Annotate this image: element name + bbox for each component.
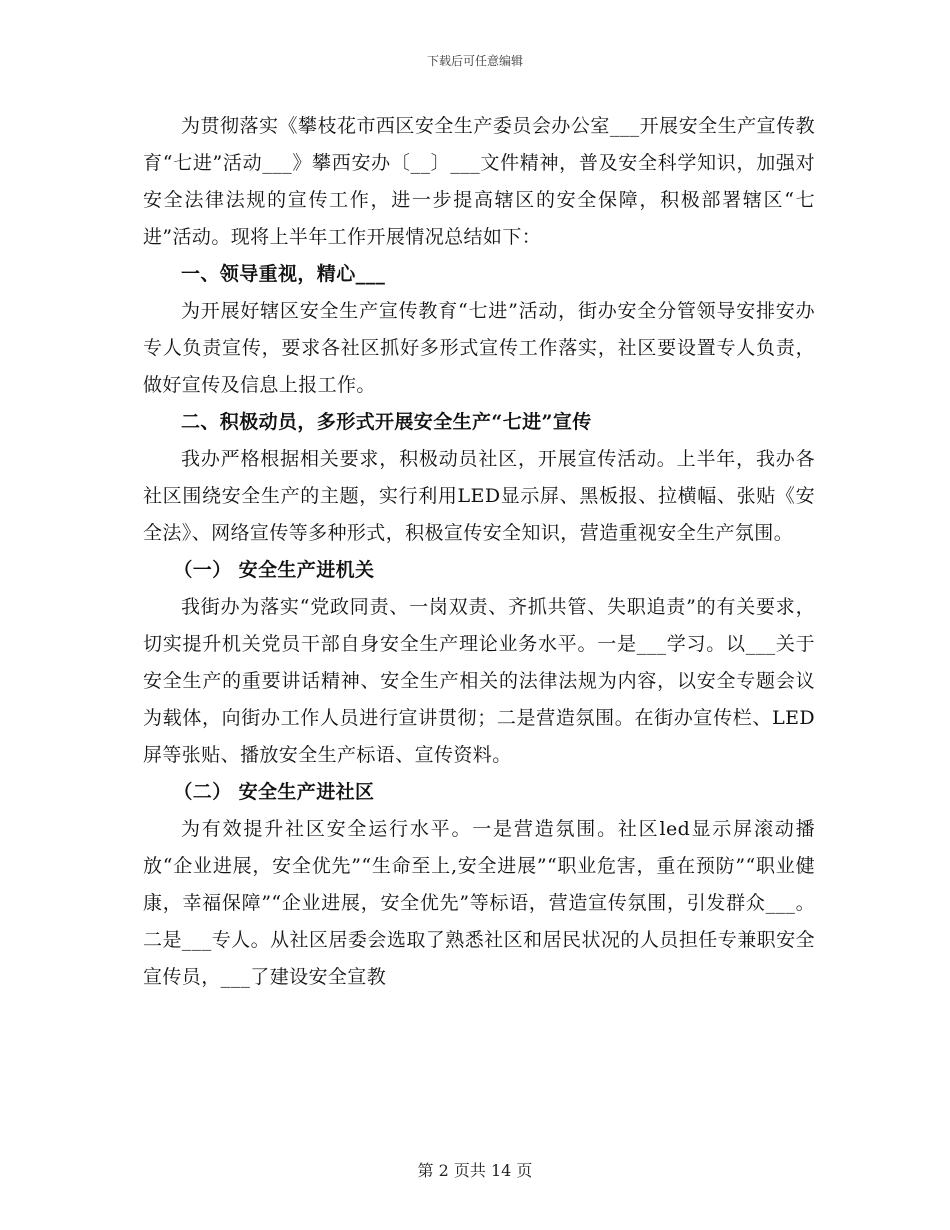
subsection-heading-1: （一） 安全生产进机关 (173, 559, 375, 581)
subsection-heading-2: （二） 安全生产进社区 (173, 781, 375, 803)
subsection-1-paragraph: 我街办为落实“党政同责、一岗双责、齐抓共管、失职追责”的有关要求，切实提升机关党员干部自身安全生产理论业务水平。一是___学习。以___关于安全生产的重要讲话精神、安全生产相关的法律法规为内容，以安全专题会议为载体，向街办工作人员进行宣讲贯彻；二是营造氛围。在街办宣传栏、LED屏等张贴、播放安全生产标语、宣传资料。 (143, 596, 815, 766)
section-2-paragraph: 我办严格根据相关要求，积极动员社区，开展宣传活动。上半年，我办各社区围绕安全生产的主题，实行利用LED显示屏、黑板报、拉横幅、张贴《安全法》、网络宣传等多种形式，积极宣传安全知识，营造重视安全生产氛围。 (143, 448, 815, 544)
section-heading-1: 一、领导重视，精心___ (181, 263, 386, 285)
page-footer: 第 2 页共 14 页 (417, 1161, 533, 1180)
page-header: 下载后可任意编辑 (426, 54, 523, 68)
intro-paragraph: 为贯彻落实《攀枝花市西区安全生产委员会办公室___开展安全生产宣传教育“七进”活动___》攀西安办〔__〕___文件精神，普及安全科学知识，加强对安全法律法规的宣传工作，进一步提高辖区的安全保障，积极部署辖区“七进”活动。现将上半年工作开展情况总结如下： (143, 115, 815, 248)
section-heading-2: 二、积极动员，多形式开展安全生产“七进”宣传 (181, 411, 592, 433)
document-body (143, 108, 815, 996)
subsection-2-paragraph: 为有效提升社区安全运行水平。一是营造氛围。社区led显示屏滚动播放“企业进展，安全优先”“生命至上,安全进展”“职业危害，重在预防”“职业健康，幸福保障”“企业进展，安全优先”等标语，营造宣传氛围，引发群众___。二是___专人。从社区居委会选取了熟悉社区和居民状况的人员担任专兼职安全宣传员，___了建设安全宣教 (143, 818, 815, 988)
section-1-paragraph: 为开展好辖区安全生产宣传教育“七进”活动，街办安全分管领导安排安办专人负责宣传，要求各社区抓好多形式宣传工作落实，社区要设置专人负责，做好宣传及信息上报工作。 (143, 300, 815, 396)
